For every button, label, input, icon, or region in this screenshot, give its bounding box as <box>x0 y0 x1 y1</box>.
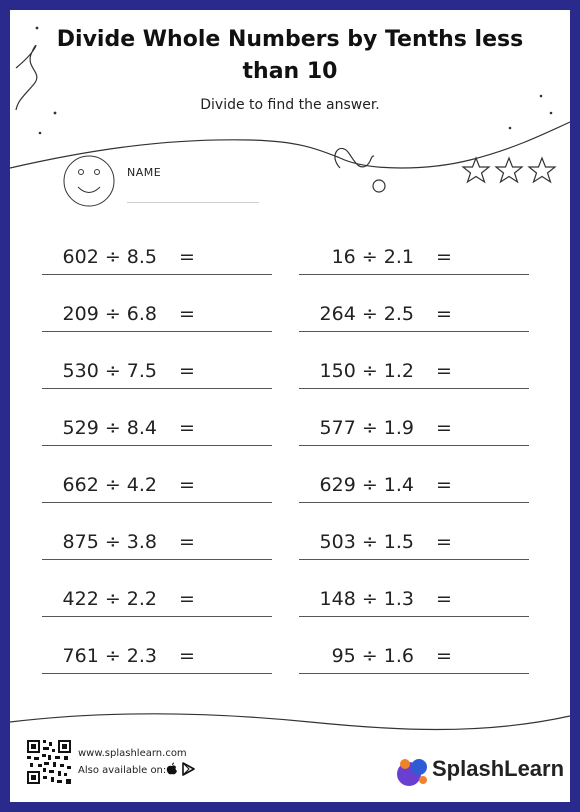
problem-expression: 875 ÷ 3.8 <box>62 531 157 553</box>
problem-row[interactable] <box>299 639 529 674</box>
problem-row[interactable] <box>42 639 272 674</box>
problem-expression: 422 ÷ 2.2 <box>62 588 157 610</box>
problem-row[interactable] <box>42 525 272 560</box>
problem-expression: 150 ÷ 1.2 <box>319 360 414 382</box>
problem-row[interactable] <box>299 525 529 560</box>
equals-sign: = <box>436 303 452 325</box>
problem-expression: 529 ÷ 8.4 <box>62 417 157 439</box>
problem-expression: 577 ÷ 1.9 <box>319 417 414 439</box>
problem-row[interactable] <box>299 468 529 503</box>
equals-sign: = <box>179 531 195 553</box>
instruction-text: Divide to find the answer. <box>200 97 380 113</box>
problem-expression: 16 ÷ 2.1 <box>331 246 414 268</box>
equals-sign: = <box>436 645 452 667</box>
problem-row[interactable] <box>299 582 529 617</box>
equals-sign: = <box>436 246 452 268</box>
problem-expression: 761 ÷ 2.3 <box>62 645 157 667</box>
problem-row[interactable] <box>42 297 272 332</box>
problem-row[interactable] <box>42 582 272 617</box>
available-on-label: Also available on: <box>78 765 167 776</box>
problem-expression: 530 ÷ 7.5 <box>62 360 157 382</box>
equals-sign: = <box>179 588 195 610</box>
equals-sign: = <box>436 417 452 439</box>
problem-expression: 95 ÷ 1.6 <box>331 645 414 667</box>
name-label: NAME <box>127 166 162 179</box>
problem-expression: 503 ÷ 1.5 <box>319 531 414 553</box>
apple-icon <box>167 763 177 775</box>
equals-sign: = <box>436 588 452 610</box>
problem-expression: 264 ÷ 2.5 <box>319 303 414 325</box>
problem-row[interactable] <box>299 240 529 275</box>
equals-sign: = <box>179 246 195 268</box>
play-store-icon <box>183 763 194 775</box>
problem-row[interactable] <box>299 297 529 332</box>
equals-sign: = <box>436 360 452 382</box>
problem-grid <box>10 10 570 802</box>
problem-row[interactable] <box>299 411 529 446</box>
equals-sign: = <box>179 645 195 667</box>
equals-sign: = <box>179 417 195 439</box>
equals-sign: = <box>179 360 195 382</box>
brand-name: SplashLearn <box>432 756 565 781</box>
equals-sign: = <box>436 531 452 553</box>
problem-row[interactable] <box>42 354 272 389</box>
problem-row[interactable] <box>42 240 272 275</box>
problem-expression: 148 ÷ 1.3 <box>319 588 414 610</box>
website-link[interactable]: www.splashlearn.com <box>78 748 187 759</box>
problem-row[interactable] <box>42 468 272 503</box>
equals-sign: = <box>179 474 195 496</box>
problem-row[interactable] <box>299 354 529 389</box>
store-icons <box>166 762 196 776</box>
problem-expression: 662 ÷ 4.2 <box>62 474 157 496</box>
problem-row[interactable] <box>42 411 272 446</box>
qr-code-icon <box>27 740 71 784</box>
problem-expression: 209 ÷ 6.8 <box>62 303 157 325</box>
page-title: Divide Whole Numbers by Tenths less than 10 <box>56 27 524 84</box>
problem-expression: 629 ÷ 1.4 <box>319 474 414 496</box>
equals-sign: = <box>179 303 195 325</box>
splashlearn-logo-icon <box>396 755 430 789</box>
problem-expression: 602 ÷ 8.5 <box>62 246 157 268</box>
equals-sign: = <box>436 474 452 496</box>
